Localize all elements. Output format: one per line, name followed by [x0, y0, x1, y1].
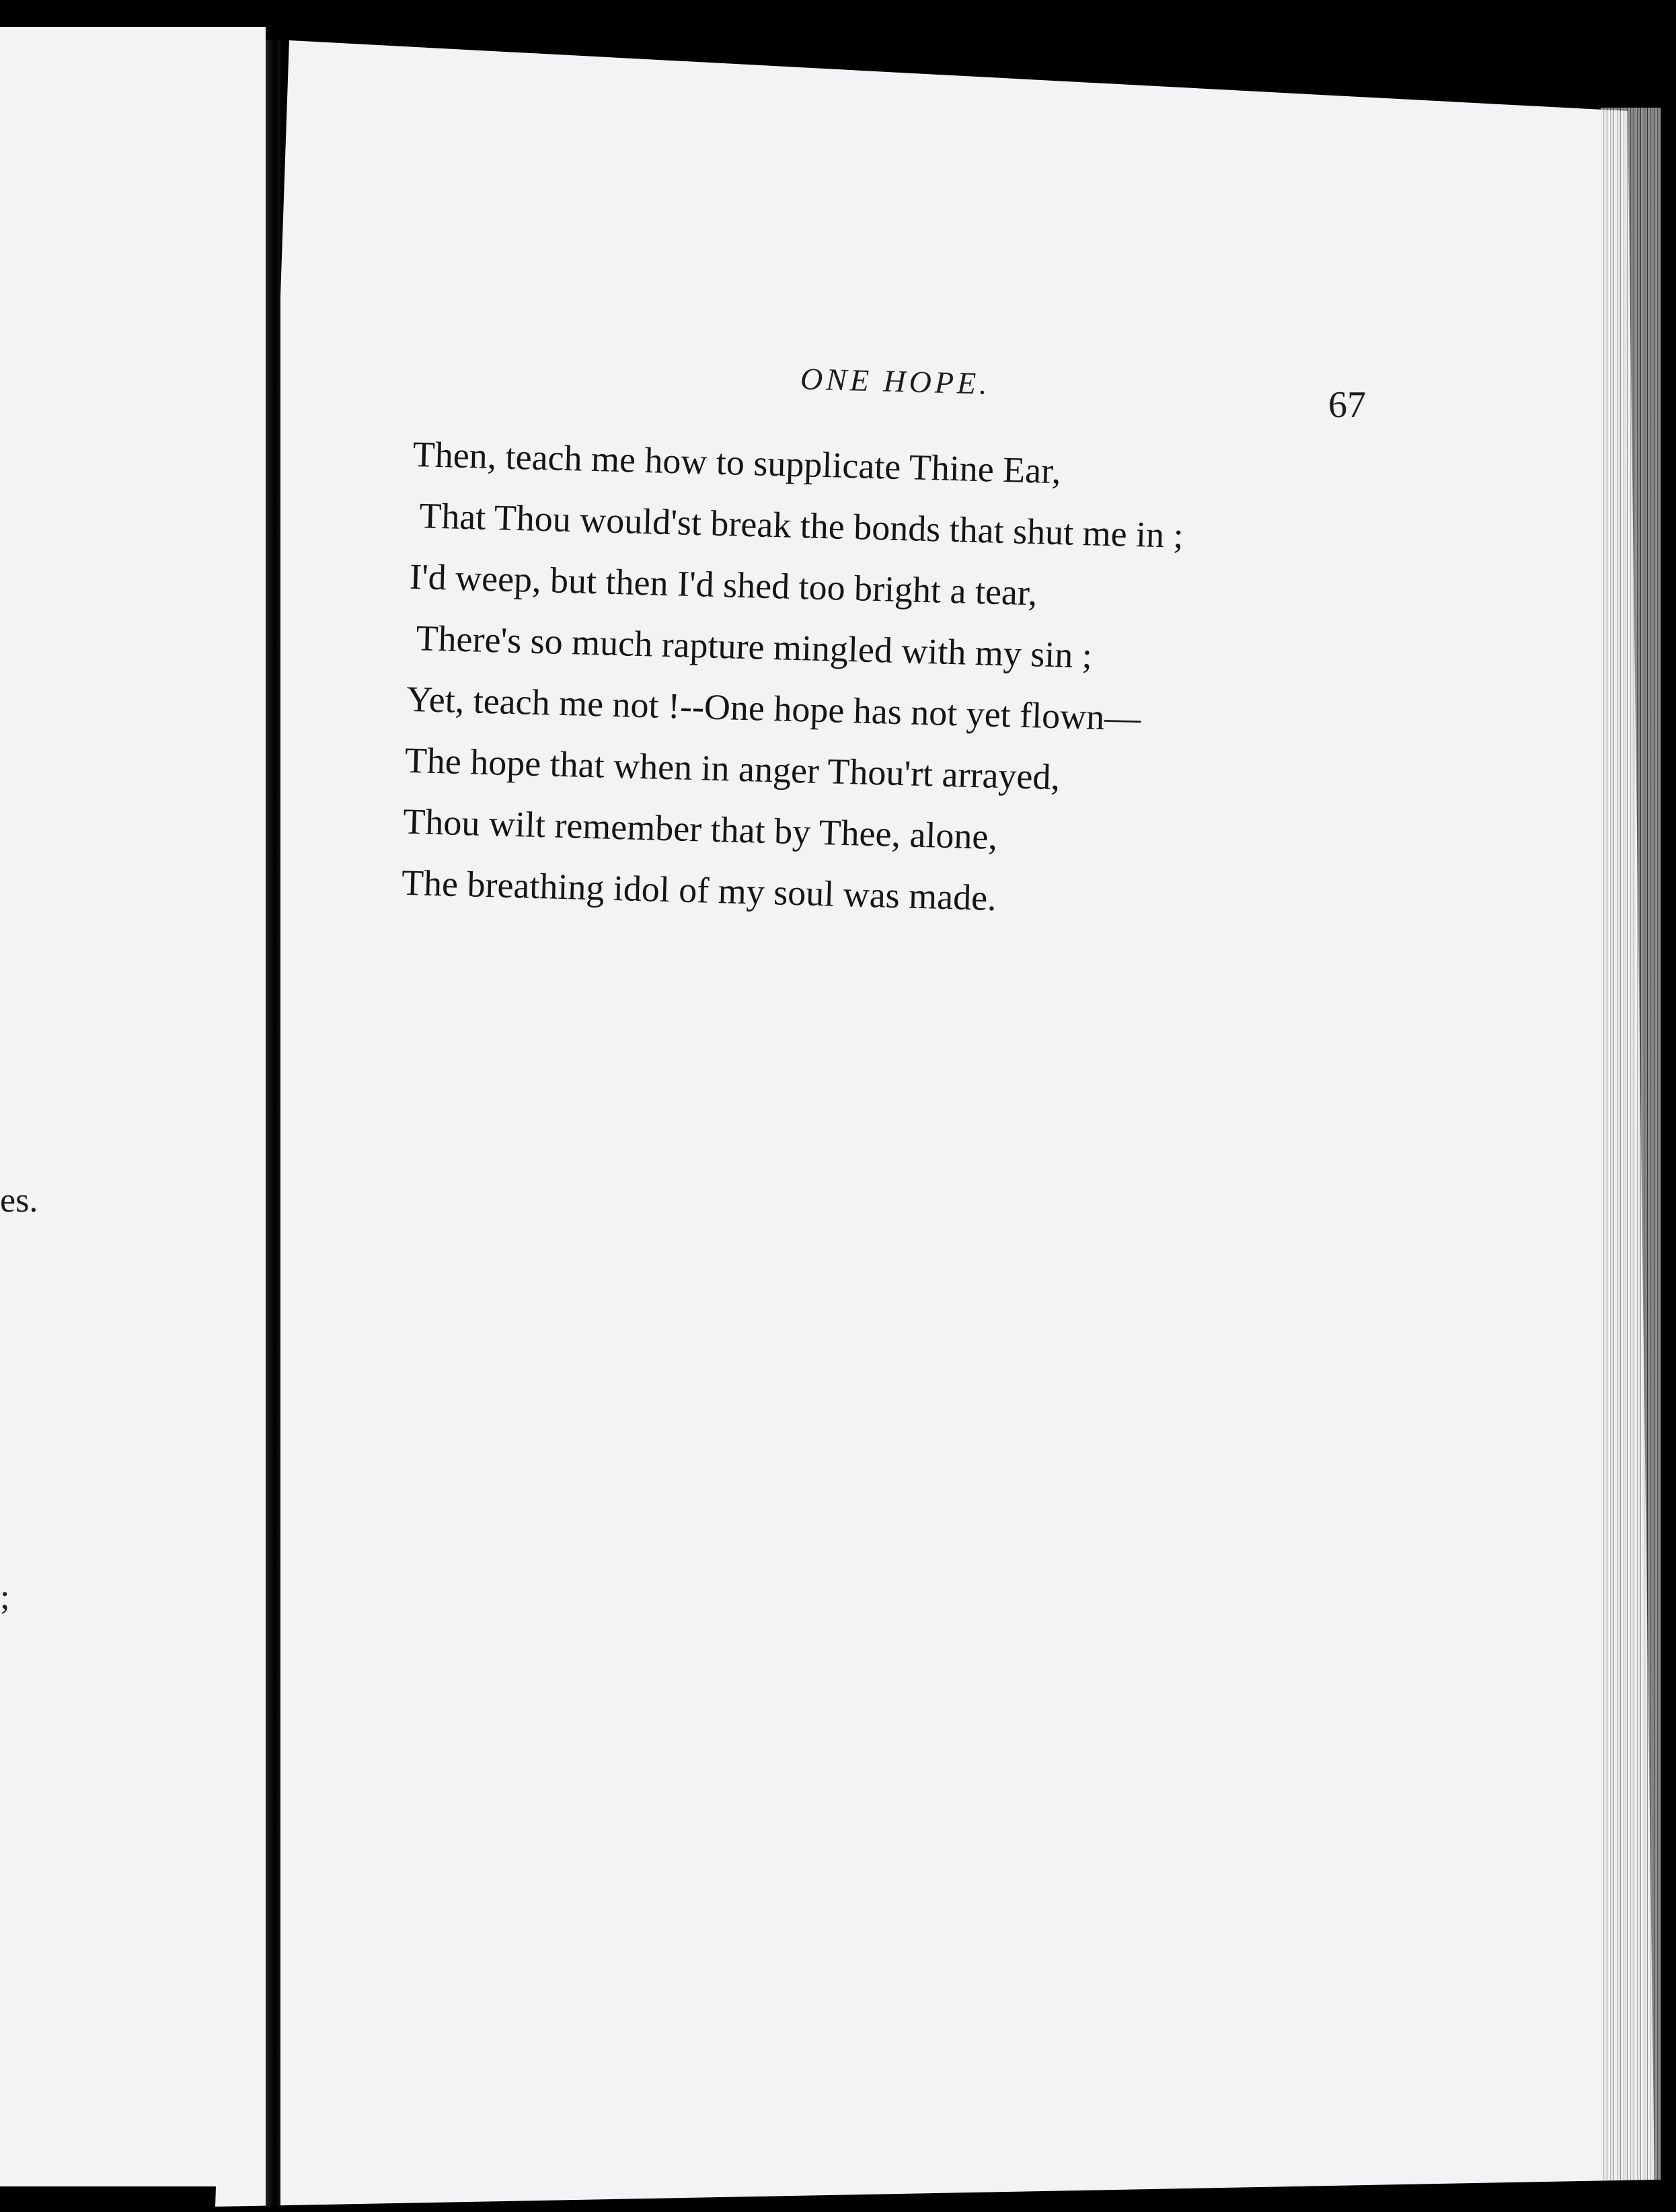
poem-line: The hope that when in anger Thou'rt arrayed, — [404, 739, 1061, 798]
running-head: ONE HOPE. — [800, 361, 991, 401]
left-page-fragment: ; — [0, 1578, 10, 1617]
poem-line: I'd weep, but then I'd shed too bright a tear, — [409, 556, 1038, 614]
poem-line: The breathing idol of my soul was made. — [401, 862, 997, 918]
left-page-fragment: es. — [0, 1181, 38, 1220]
poem-line: That Thou would'st break the bonds that shut me in ; — [418, 495, 1184, 556]
left-page — [0, 27, 266, 2186]
poem-line: Then, teach me how to supplicate Thine Ear, — [412, 433, 1062, 492]
book-gutter — [266, 40, 280, 2207]
page-edges — [1601, 108, 1661, 2180]
poem-line: There's so much rapture mingled with my sin ; — [415, 618, 1093, 676]
page-number: 67 — [1328, 384, 1366, 426]
poem-stanza — [401, 424, 1422, 940]
poem-line: Thou wilt remember that by Thee, alone, — [402, 801, 998, 857]
poem-line: Yet, teach me not !--One hope has not yet flown— — [406, 678, 1141, 739]
